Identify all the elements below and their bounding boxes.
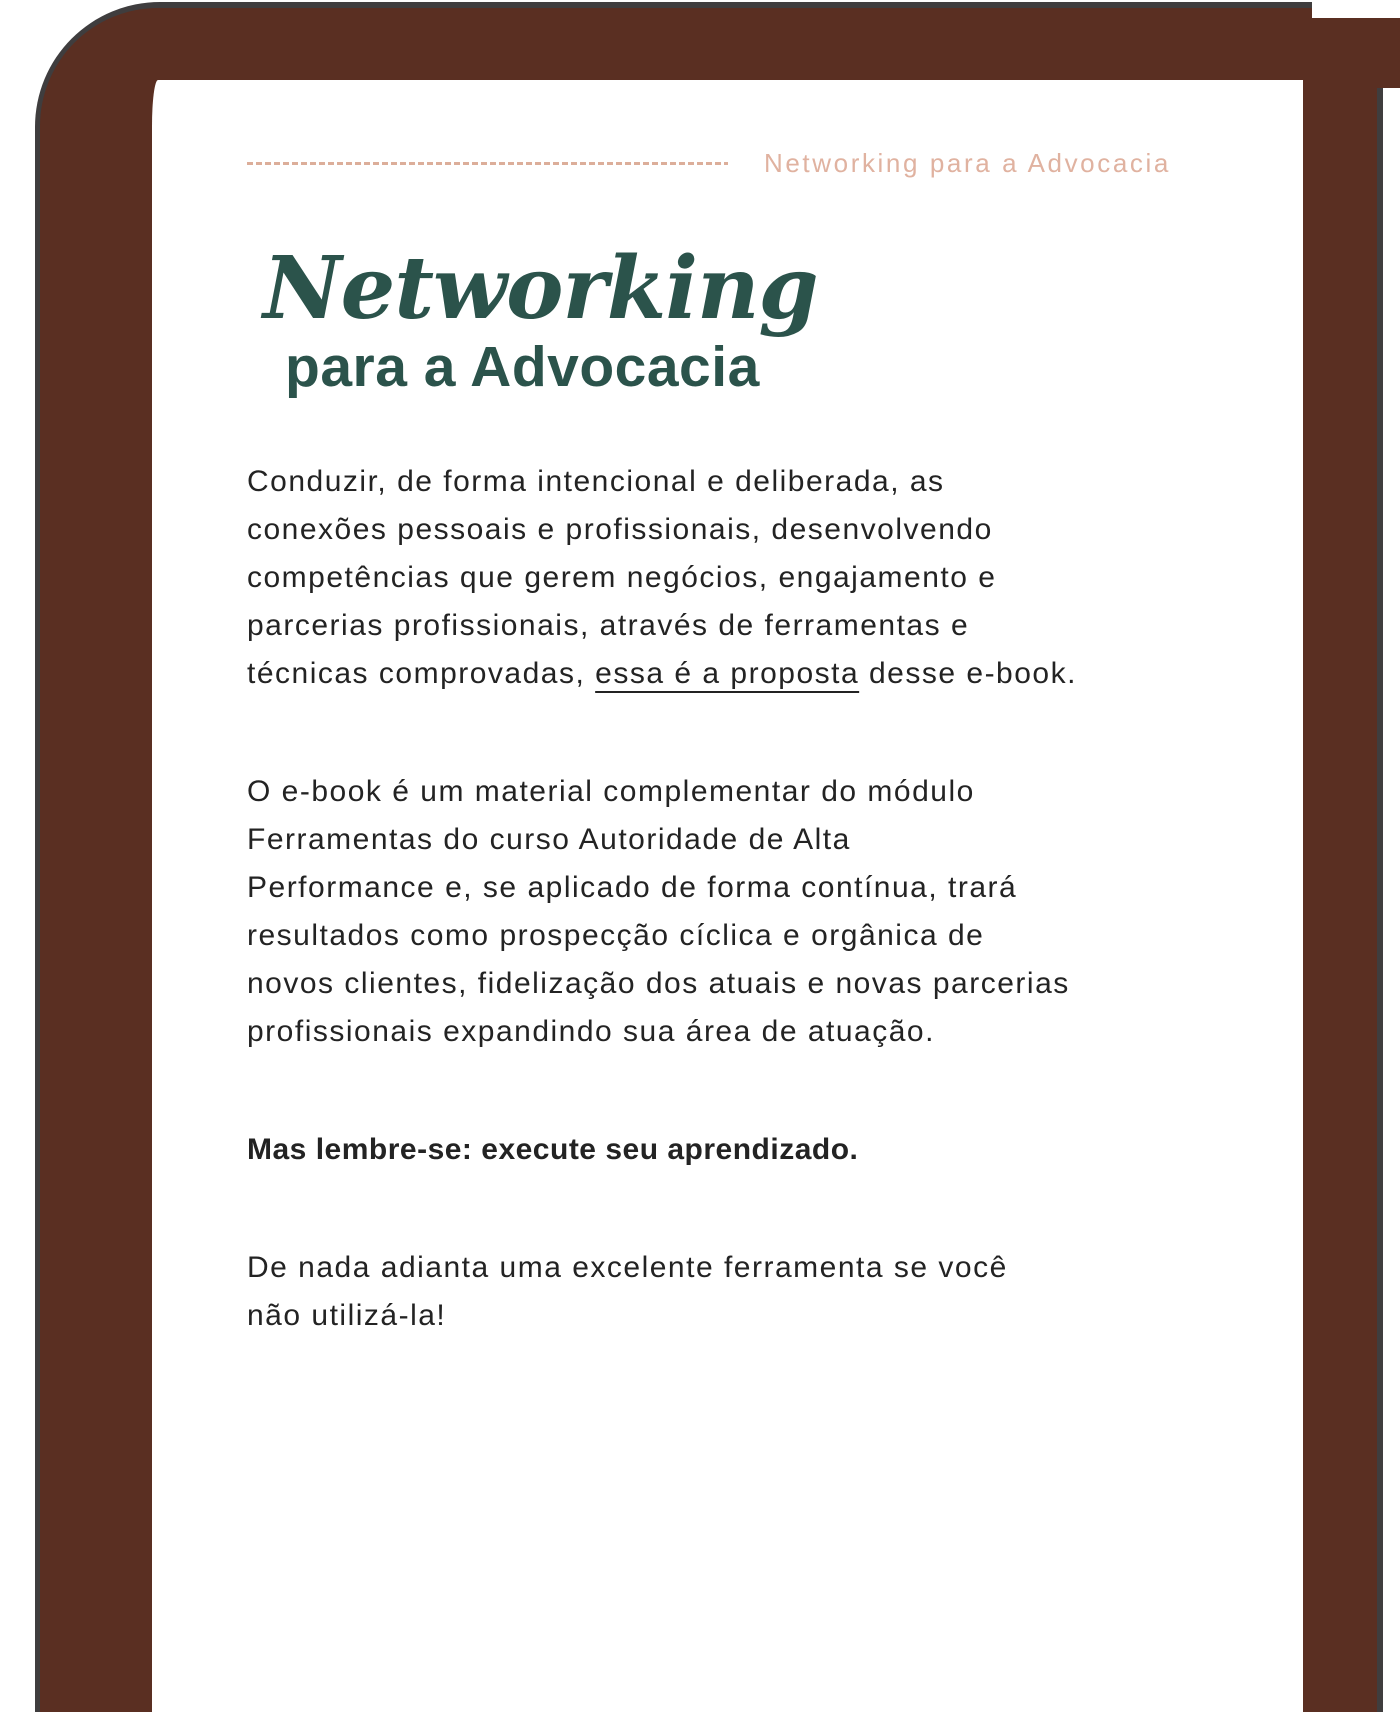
paragraph-2: [247, 768, 1187, 1056]
body-line: não utilizá-la!: [247, 1299, 447, 1332]
body-line: O e-book é um material complementar do módulo: [247, 775, 975, 808]
body-line: novos clientes, fidelização dos atuais e novas parcerias: [247, 967, 1070, 1000]
underlined-phrase: essa é a proposta: [595, 657, 860, 690]
dashed-rule: [247, 162, 728, 165]
body-line: resultados como prospecção cíclica e orgânica de: [247, 919, 985, 952]
body-line: conexões pessoais e profissionais, desenvolvendo: [247, 513, 993, 546]
body-line-segment: desse e-book.: [859, 657, 1077, 690]
page-frame-right: [1303, 80, 1377, 1712]
paragraph-1: [247, 458, 1187, 698]
body-line: competências que gerem negócios, engajamento e: [247, 561, 997, 594]
page-title-script: Networking: [263, 238, 818, 339]
body-line: parcerias profissionais, através de ferramentas e: [247, 609, 970, 642]
body-line: Performance e, se aplicado de forma contínua, trará: [247, 871, 1018, 904]
paragraph-4: [247, 1244, 1187, 1340]
body-line: Ferramentas do curso Autoridade de Alta: [247, 823, 851, 856]
page-title-subtitle: para a Advocacia: [285, 335, 760, 399]
body-line: profissionais expandindo sua área de atuação.: [247, 1015, 935, 1048]
running-header: [247, 146, 1187, 180]
body-line: Conduzir, de forma intencional e deliberada, as: [247, 465, 945, 498]
body-line-segment: técnicas comprovadas,: [247, 657, 596, 690]
paragraph-3: [247, 1126, 1187, 1174]
page-frame-top-right-corner: [1312, 18, 1400, 88]
body-text: [247, 458, 1187, 1410]
body-line: De nada adianta uma excelente ferramenta se você: [247, 1251, 1008, 1284]
body-line: [247, 650, 1187, 698]
body-line-emphasis: Mas lembre-se: execute seu aprendizado.: [247, 1133, 859, 1166]
running-header-title: Networking para a Advocacia: [764, 147, 1171, 178]
